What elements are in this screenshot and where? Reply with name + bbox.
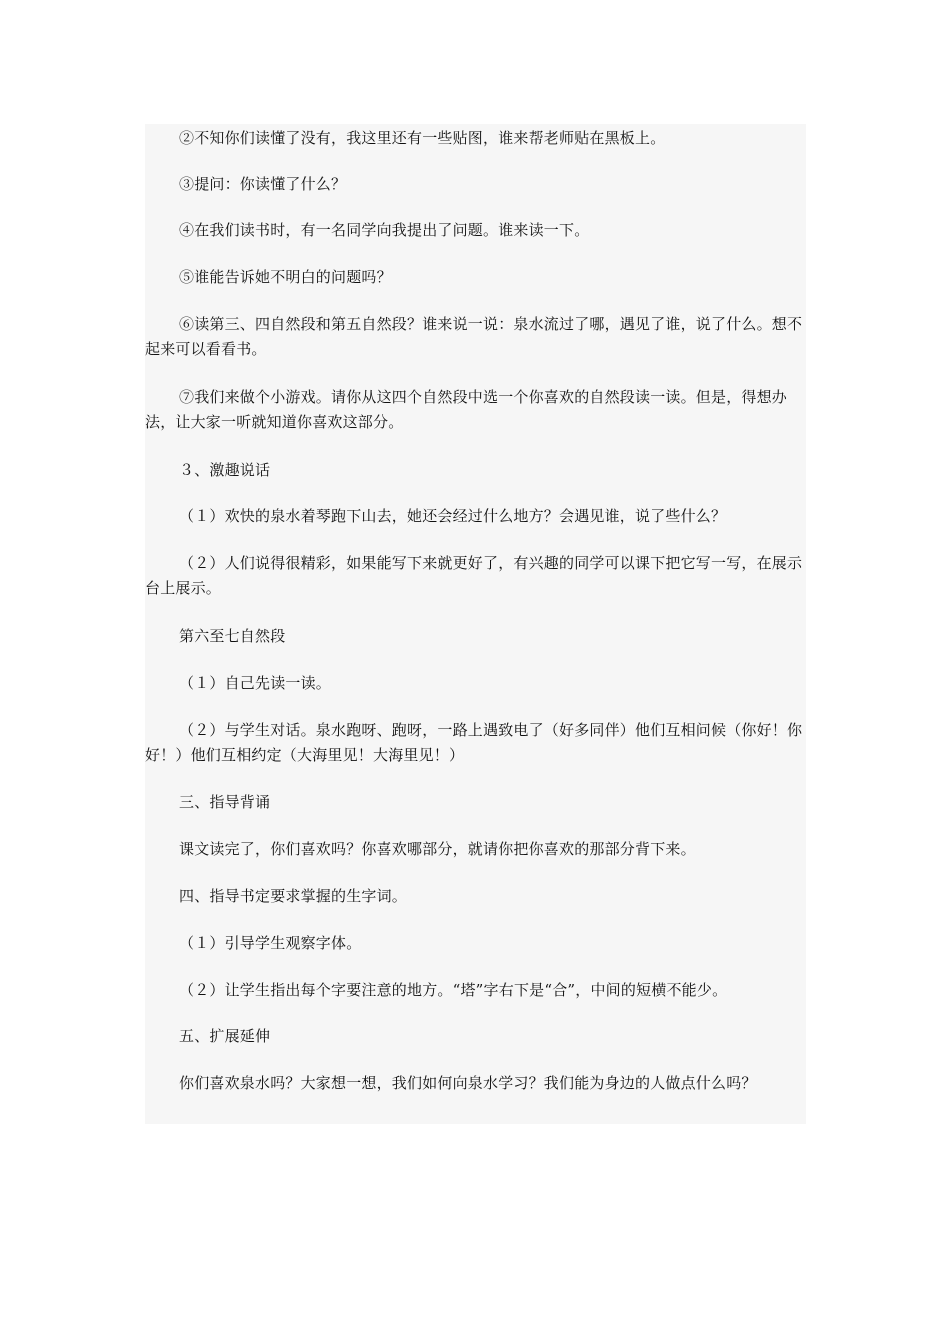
paragraph-13-heading: 三、指导背诵	[179, 793, 271, 811]
paragraph-19: 你们喜欢泉水吗？大家想一想，我们如何向泉水学习？我们能为身边的人做点什么吗？	[179, 1074, 757, 1092]
paragraph-18-heading: 五、扩展延伸	[179, 1027, 271, 1045]
paragraph-11: （１）自己先读一读。	[179, 674, 332, 692]
paragraph-14: 课文读完了，你们喜欢吗？你喜欢哪部分，就请你把你喜欢的那部分背下来。	[179, 840, 696, 858]
paragraph-15-heading: 四、指导书定要求掌握的生字词。	[179, 887, 408, 905]
paragraph-8: （１）欢快的泉水着琴跑下山去，她还会经过什么地方？会遇见谁，说了些什么？	[179, 507, 727, 525]
paragraph-6: ⑦我们来做个小游戏。请你从这四个自然段中选一个你喜欢的自然段读一读。但是，得想办法，让大家一听就知道你喜欢这部分。	[145, 388, 788, 431]
paragraph-16: （１）引导学生观察字体。	[179, 934, 362, 952]
paragraph-3: ④在我们读书时，有一名同学向我提出了问题。谁来读一下。	[179, 221, 590, 239]
document-content	[145, 124, 806, 1124]
paragraph-9: （２）人们说得很精彩，如果能写下来就更好了，有兴趣的同学可以课下把它写一写，在展示台上展示。	[145, 554, 803, 597]
paragraph-5: ⑥读第三、四自然段和第五自然段？谁来说一说：泉水流过了哪，遇见了谁，说了什么。想不起来可以看看书。	[145, 315, 803, 358]
paragraph-4: ⑤谁能告诉她不明白的问题吗？	[179, 268, 392, 286]
paragraph-2: ③提问：你读懂了什么？	[179, 175, 347, 193]
paragraph-1: ②不知你们读懂了没有，我这里还有一些贴图，谁来帮老师贴在黑板上。	[179, 129, 666, 147]
paragraph-10-heading: 第六至七自然段	[179, 627, 286, 645]
paragraph-7-heading: ３、激趣说话	[179, 461, 271, 479]
paragraph-17: （２）让学生指出每个字要注意的地方。“塔”字右下是“合”，中间的短横不能少。	[179, 981, 728, 999]
paragraph-12: （２）与学生对话。泉水跑呀、跑呀，一路上遇致电了（好多同伴）他们互相问候（你好！你好！）他们互相约定（大海里见！大海里见！）	[145, 721, 803, 764]
